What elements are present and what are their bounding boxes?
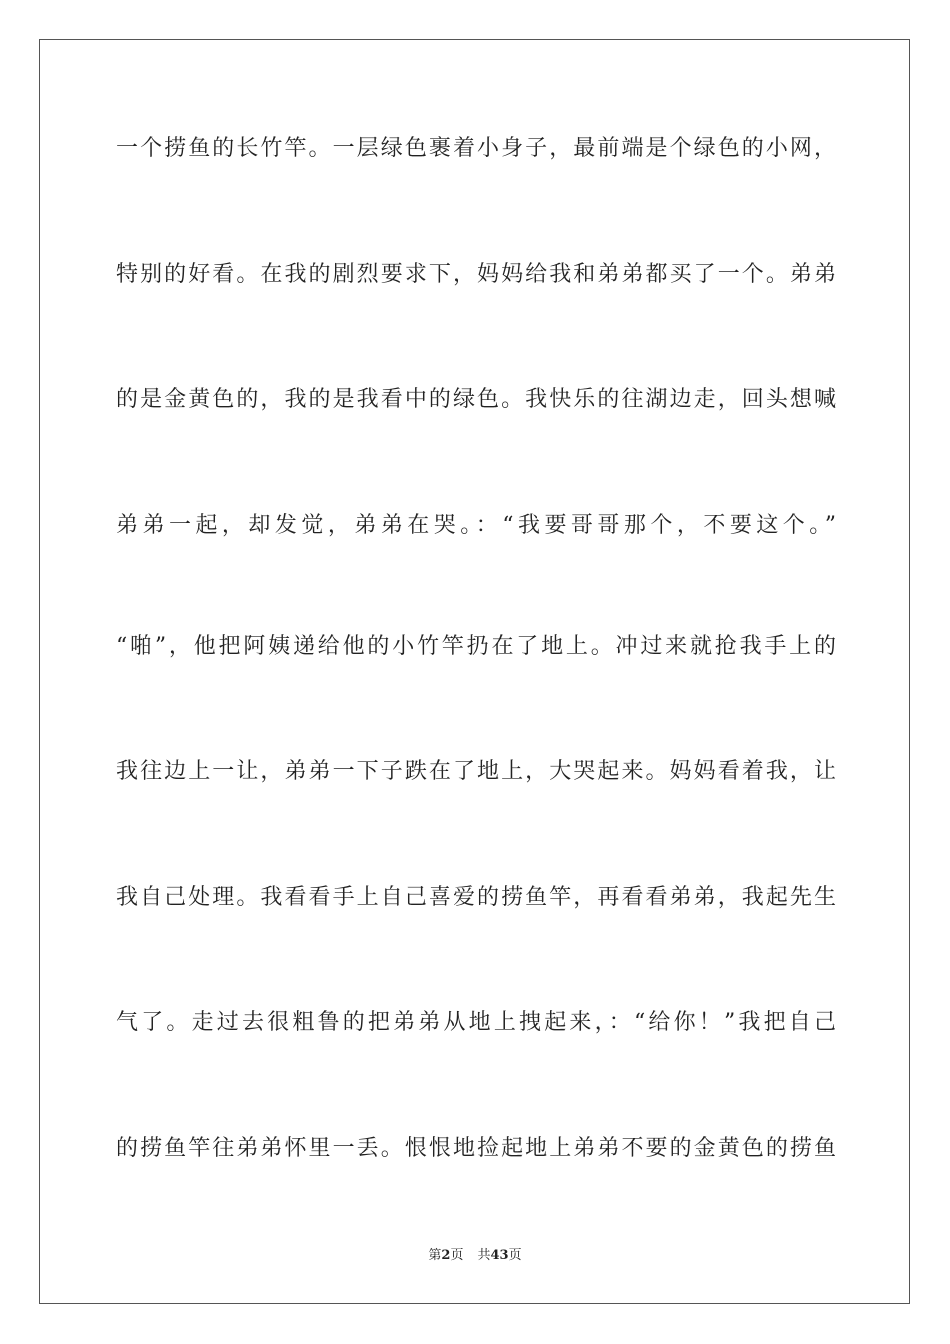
page-border bbox=[39, 39, 910, 1304]
footer-page-number: 2 bbox=[441, 1248, 451, 1263]
footer-page-prefix: 第 bbox=[428, 1248, 442, 1263]
body-text-line-2: 特别的好看。在我的剧烈要求下，妈妈给我和弟弟都买了一个。弟弟 bbox=[116, 262, 836, 287]
body-text-line-3: 的是金黄色的，我的是我看中的绿色。我快乐的往湖边走，回头想喊 bbox=[116, 387, 836, 412]
page-footer bbox=[0, 1247, 950, 1265]
body-text-line-5: “啪”，他把阿姨递给他的小竹竿扔在了地上。冲过来就抢我手上的 bbox=[116, 634, 836, 659]
body-text-line-6: 我往边上一让，弟弟一下子跌在了地上，大哭起来。妈妈看着我，让 bbox=[116, 759, 836, 784]
body-text-line-8: 气了。走过去很粗鲁的把弟弟从地上拽起来，：“给你！”我把自己 bbox=[116, 1010, 836, 1035]
body-text-line-7: 我自己处理。我看看手上自己喜爱的捞鱼竿，再看看弟弟，我起先生 bbox=[116, 885, 836, 910]
body-text-line-9: 的捞鱼竿往弟弟怀里一丢。恨恨地捡起地上弟弟不要的金黄色的捞鱼 bbox=[116, 1136, 836, 1161]
body-text-line-1: 一个捞鱼的长竹竿。一层绿色裹着小身子，最前端是个绿色的小网， bbox=[116, 136, 836, 161]
footer-total-suffix: 页 bbox=[508, 1248, 522, 1263]
footer-total-prefix: 共 bbox=[477, 1248, 491, 1263]
footer-total-pages: 43 bbox=[490, 1248, 509, 1263]
body-text-line-4: 弟弟一起，却发觉，弟弟在哭。：“我要哥哥那个，不要这个。” bbox=[116, 513, 836, 538]
footer-page-suffix: 页 bbox=[450, 1248, 464, 1263]
